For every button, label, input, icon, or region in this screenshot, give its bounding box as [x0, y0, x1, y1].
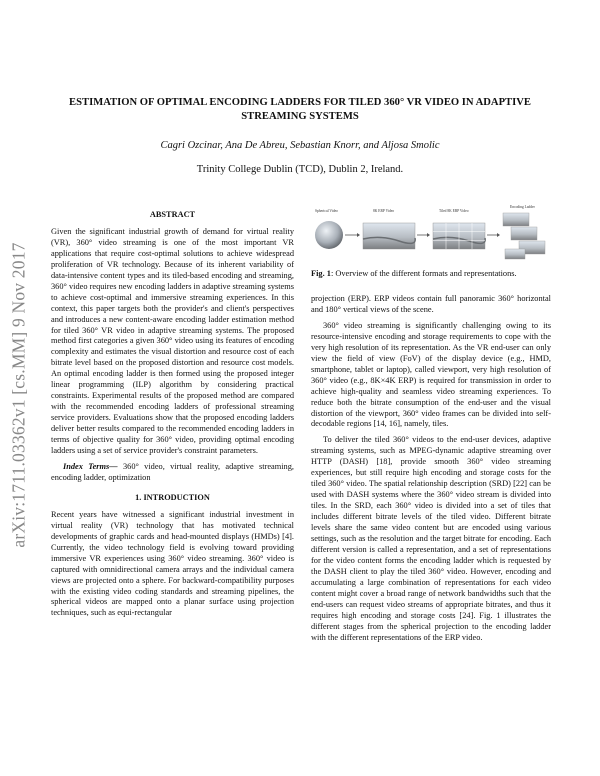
index-terms [51, 462, 294, 484]
fig-label-spherical: Spherical Video [315, 209, 338, 213]
right-p3: To deliver the tiled 360° videos to the end-user devices, adaptive streaming systems, such as MPEG-dynamic adaptive streaming over HTTP (DASH) [18], provide smooth 360° video streaming experiences, but still require high encoding and storage costs for the tiled 360° video. The spatial relationship description (SRD) [22] can be used with DASH systems where the 360° video stream is divided into tiles. In the SRD, each 360° video is divided into a set of tiles that includes different bitrate levels of the tiled video. Different bitrate levels share the same video content but are encoded using various settings, such as the resolution and the target bitrate for encoding. Each different version is called a representation, and a set of representations for the video content forms the encoding ladder which is requested by the DASH client to play the tiled 360° video. However, encoding and accumulating a large combination of representations for each video content might cover a broad range of network bandwidths such that the end-users can request video streams of appropriate bitrates, and thus it requires high encoding and storage costs [24]. Fig. 1 illustrates the different stages from the spherical projection to the encoding ladder with the different representations of the ERP video. [311, 435, 551, 642]
authors: Cagri Ozcinar, Ana De Abreu, Sebastian Knorr, and Aljosa Smolic [160, 140, 440, 151]
figure-1-graphic [311, 205, 551, 265]
figure-1 [311, 205, 551, 265]
sphere-image [315, 221, 343, 249]
figure-caption [311, 269, 551, 280]
index-terms-label: Index Terms— [63, 461, 118, 471]
intro-heading: 1. INTRODUCTION [135, 492, 210, 502]
fig-label-tiled: Tiled 8K ERP Video [439, 209, 469, 213]
affiliation: Trinity College Dublin (TCD), Dublin 2, Ireland. [196, 164, 404, 175]
caption-label: Fig. 1 [311, 269, 331, 278]
intro-text: Recent years have witnessed a significant industrial investment in virtual reality (VR) technology that has motivated technical developments of graphic cards and head-mounted displays (HMDs) [4]. Currently, the video technology field is evolving toward providing immersive VR experiences using 360° video streaming. 360° video is captured with omnidirectional camera arrays and the individual camera views are projected onto a sphere. For backward-compatibility purposes with the existing video coding standards and streaming pipelines, the spherical videos are mapped onto a planar surface using projection techniques, such as equi-rectangular [51, 509, 294, 618]
right-p1: projection (ERP). ERP videos contain full panoramic 360° horizontal and 180° vertical views of the scene. [311, 294, 551, 314]
encoding-ladder-image [503, 213, 545, 259]
fig-label-ladder: Encoding Ladder [510, 205, 535, 209]
abstract-text: Given the significant industrial growth of demand for virtual reality (VR), 360° video streaming is one of the most important VR applications that require cost-optimal solutions to achieve widespread proliferation of VR technology. Because of its inherent variability of data-intensive content types and its tiled-based encoding and streaming, 360° video requires new encoding ladders in adaptive streaming systems to achieve cost-optimal and immersive streaming experiences. In this context, this paper targets both the provider's and client's perspectives and introduces a new content-aware encoding ladder estimation method for tiled 360° VR video in adaptive streaming systems. The proposed method first categories a given 360° video using its features of encoding complexity and estimates the visual distortion and resource cost of each bitrate level based on the proposed distortion and resource cost models. An optimal encoding ladder is then formed using the proposed integer linear programming (ILP) algorithm by considering practical constraints. Experimental results of the proposed method are compared with the recommended encoding ladders of professional streaming service providers. Evaluations show that the proposed encoding ladders deliver better results compared to the recommended encoding ladders in terms of objective quality for 360° video, providing optimal encoding ladders using a set of service provider's constraint parameters. [51, 226, 294, 456]
erp-image [363, 223, 415, 249]
paper-title: ESTIMATION OF OPTIMAL ENCODING LADDERS FOR TILED 360° VR VIDEO IN ADAPTIVE STREAMING SYSTEMS [69, 97, 531, 122]
right-p2: 360° video streaming is significantly challenging owing to its resource-intensive encoding and storage requirements to cope with the very high resolution of its representation. As the VR end-user can only view the field of view (FoV) of the display device (e.g., HMD, smartphone, tablet or laptop), called viewport, very high resolution of 360° video (e.g., 8K×4K ERP) is required for transmission in order to achieve high-quality and seamless video streaming experiences. To reduce both the bitrate consumption of the end-user and the visual distortion of the viewport, 360° video frames can be divided into self-decodable regions [14, 16], namely, tiles. [311, 320, 551, 429]
arxiv-side-label: arXiv:1711.03362v1 [cs.MM] 9 Nov 2017 [8, 242, 29, 548]
abstract-heading: ABSTRACT [149, 210, 196, 219]
index-terms-text: 360° video, virtual reality, adaptive streaming, encoding ladder, optimization [51, 461, 294, 482]
right-column [311, 294, 551, 649]
tiled-erp-image [433, 223, 485, 249]
caption-text: : Overview of the different formats and representations. [330, 269, 517, 278]
left-column [51, 206, 294, 624]
fig-label-erp: 8K ERP Video [373, 209, 395, 213]
